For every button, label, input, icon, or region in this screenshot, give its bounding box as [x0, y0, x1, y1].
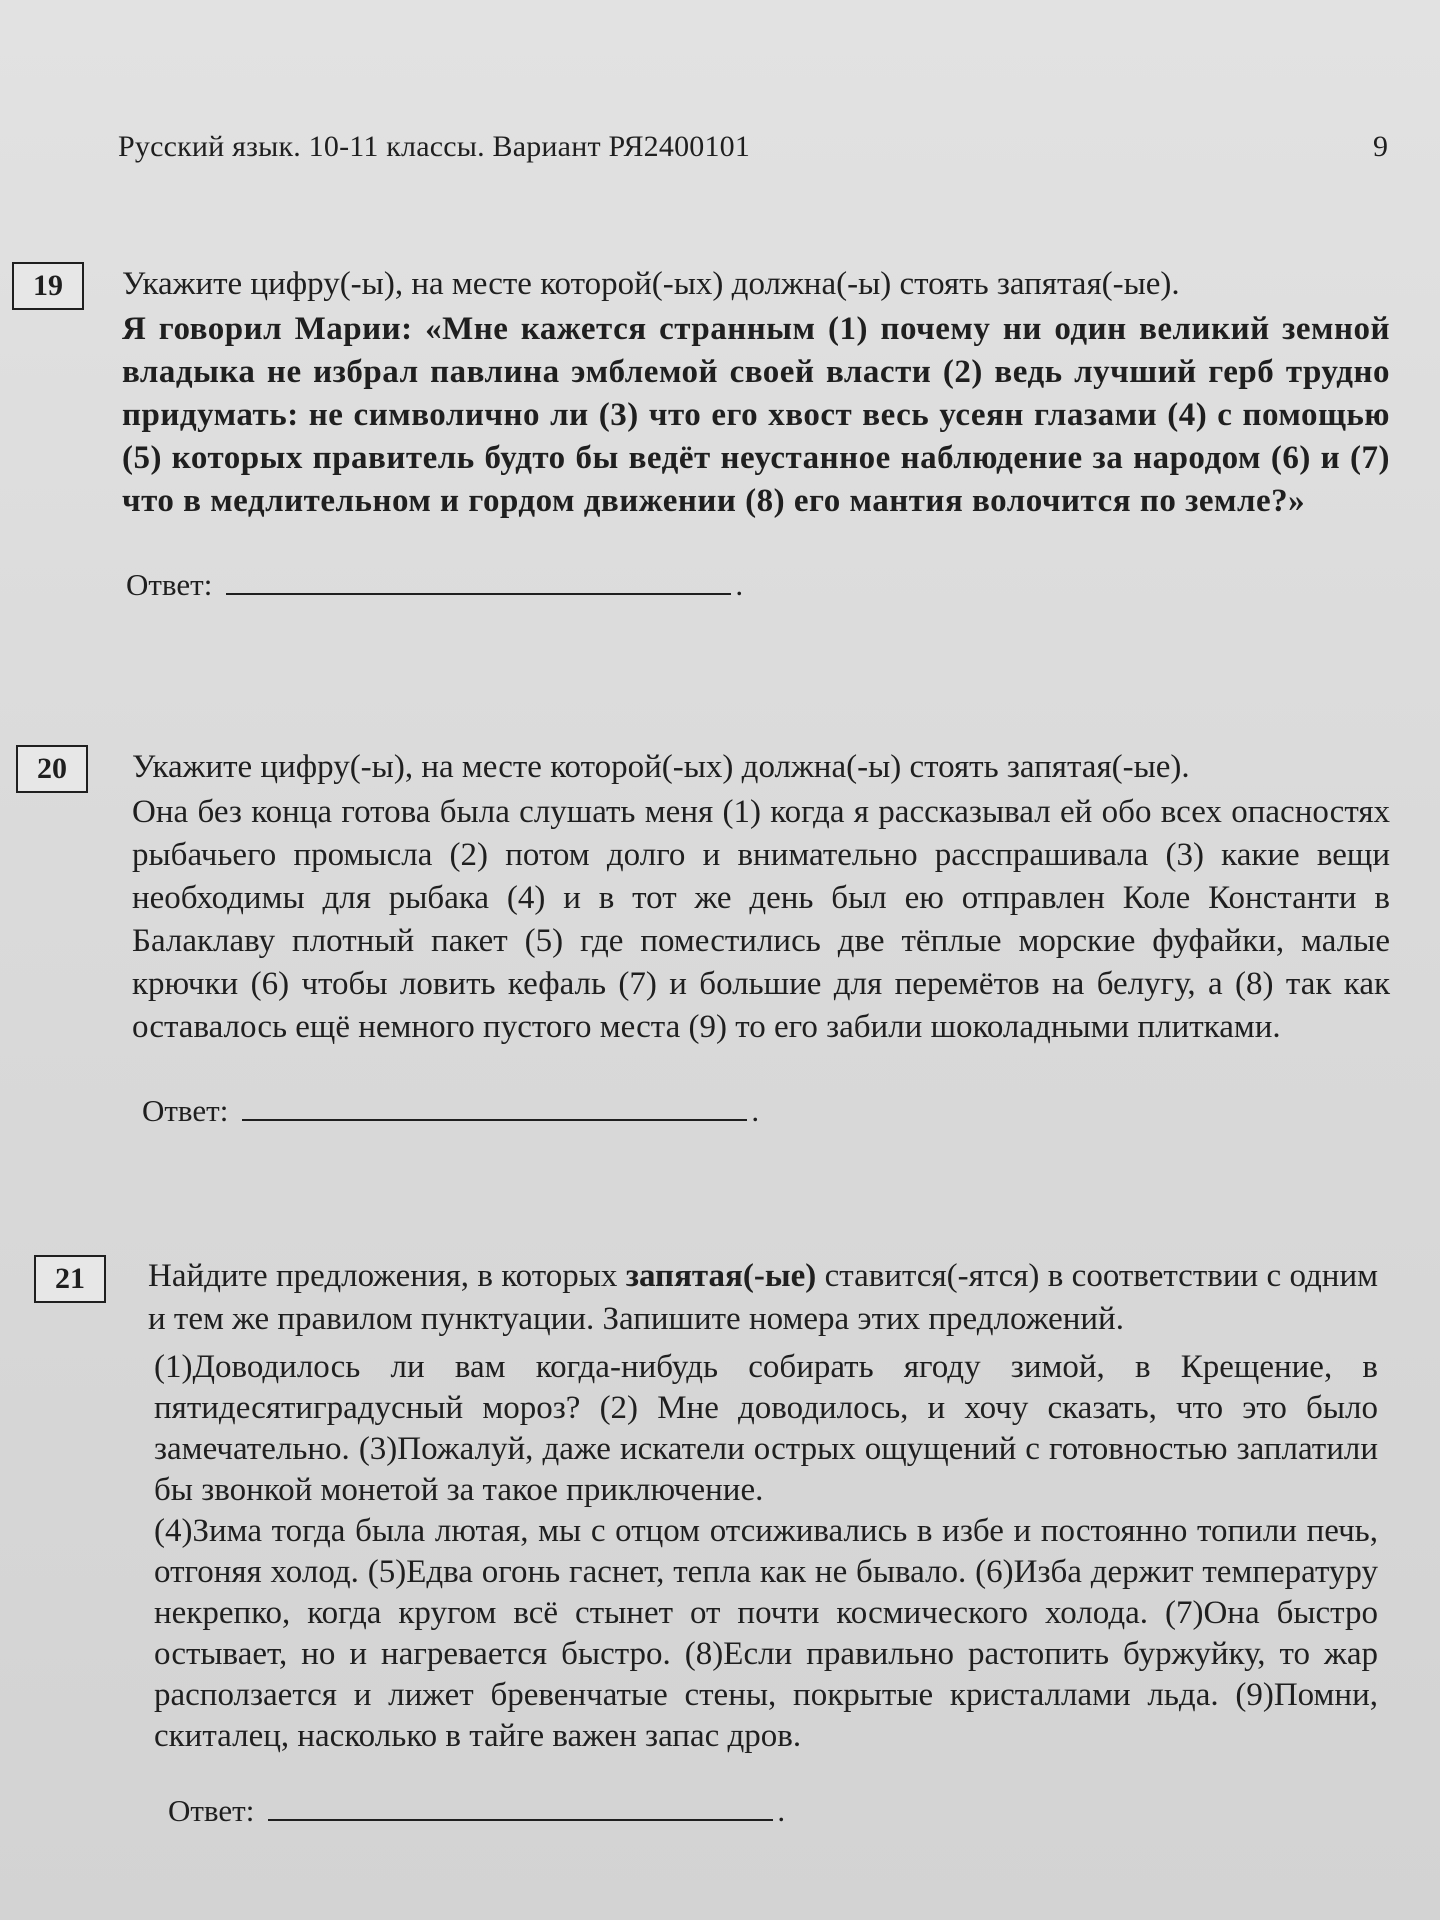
instruction-part-1: Найдите предложения, в которых [148, 1258, 626, 1294]
task-instruction: Укажите цифру(-ы), на месте которой(-ых) должна(-ы) стоять запятая(-ые). [132, 749, 1190, 785]
instruction-bold-term: запятая(-ые) [625, 1258, 817, 1294]
page-header-title: Русский язык. 10-11 классы. Вариант РЯ2400101 [118, 130, 751, 163]
task-number-box: 20 [16, 745, 88, 793]
task-paragraph-2: (4)Зима тогда была лютая, мы с отцом отсиживались в избе и постоянно топили печь, отгоняя холод. (5)Едва огонь гаснет, тепла как не бывало. (6)Изба держит температуру некрепко, когда кругом всё стынет от почти космического холода. (7)Она быстро остывает, но и нагревается быстро. (8)Если правильно растопить буржуйку, то жар расползается и лижет бревенчатые стены, покрытые кристаллами льда. (9)Помни, скиталец, насколько в тайге важен запас дров. [154, 1513, 1378, 1754]
answer-label: Ответ: [142, 1093, 229, 1128]
answer-label: Ответ: [168, 1793, 255, 1828]
task-paragraph-1: (1)Доводилось ли вам когда-нибудь собирать ягоду зимой, в Крещение, в пятидесятиградусный мороз? (2) Мне доводилось, и хочу сказать, что это было замечательно. (3)Пожалуй, даже искатели острых ощущений с готовностью заплатили бы звонкой монетой за такое приключение. [154, 1349, 1378, 1508]
answer-end-mark: . [735, 567, 744, 602]
answer-input-line[interactable] [242, 1119, 747, 1121]
answer-label: Ответ: [126, 567, 213, 602]
task-number-box: 19 [12, 262, 84, 310]
answer-row [126, 567, 1390, 603]
answer-end-mark: . [777, 1793, 786, 1828]
instruction-part-2: ставится(-ятся) в соответствии с одним и тем же правилом пунктуации. Запишите номера этих предложений. [148, 1258, 1378, 1337]
task-instruction [148, 1255, 1378, 1341]
answer-end-mark: . [751, 1093, 760, 1128]
task-text: Я говорил Марии: «Мне кажется странным (1) почему ни один великий земной владыка не избрал павлина эмблемой своей власти (2) ведь лучший герб трудно придумать: не символично ли (3) что его хвост весь усеян глазами (4) с помощью (5) которых правитель будто бы ведёт неустанное наблюдение за народом (6) и (7) что в медлительном и гордом движении (8) его мантия волочится по земле?» [122, 311, 1390, 519]
answer-row [142, 1093, 1390, 1129]
task-instruction: Укажите цифру(-ы), на месте которой(-ых) должна(-ы) стоять запятая(-ые). [122, 266, 1180, 302]
task-number-box: 21 [34, 1255, 106, 1303]
answer-input-line[interactable] [268, 1819, 773, 1821]
task-text: Она без конца готова была слушать меня (1) когда я рассказывал ей обо всех опасностях рыбачьего промысла (2) потом долго и внимательно расспрашивала (3) какие вещи необходимы для рыбака (4) и в тот же день был ею отправлен Коле Константи в Балаклаву плотный пакет (5) где поместились две тёплые морские фуфайки, малые крючки (6) чтобы ловить кефаль (7) и большие для перемётов на белугу, а (8) так как оставалось ещё немного пустого места (9) то его забили шоколадными плитками. [132, 794, 1390, 1045]
page-number: 9 [1373, 130, 1388, 163]
answer-input-line[interactable] [226, 593, 731, 595]
answer-row [168, 1793, 1378, 1829]
